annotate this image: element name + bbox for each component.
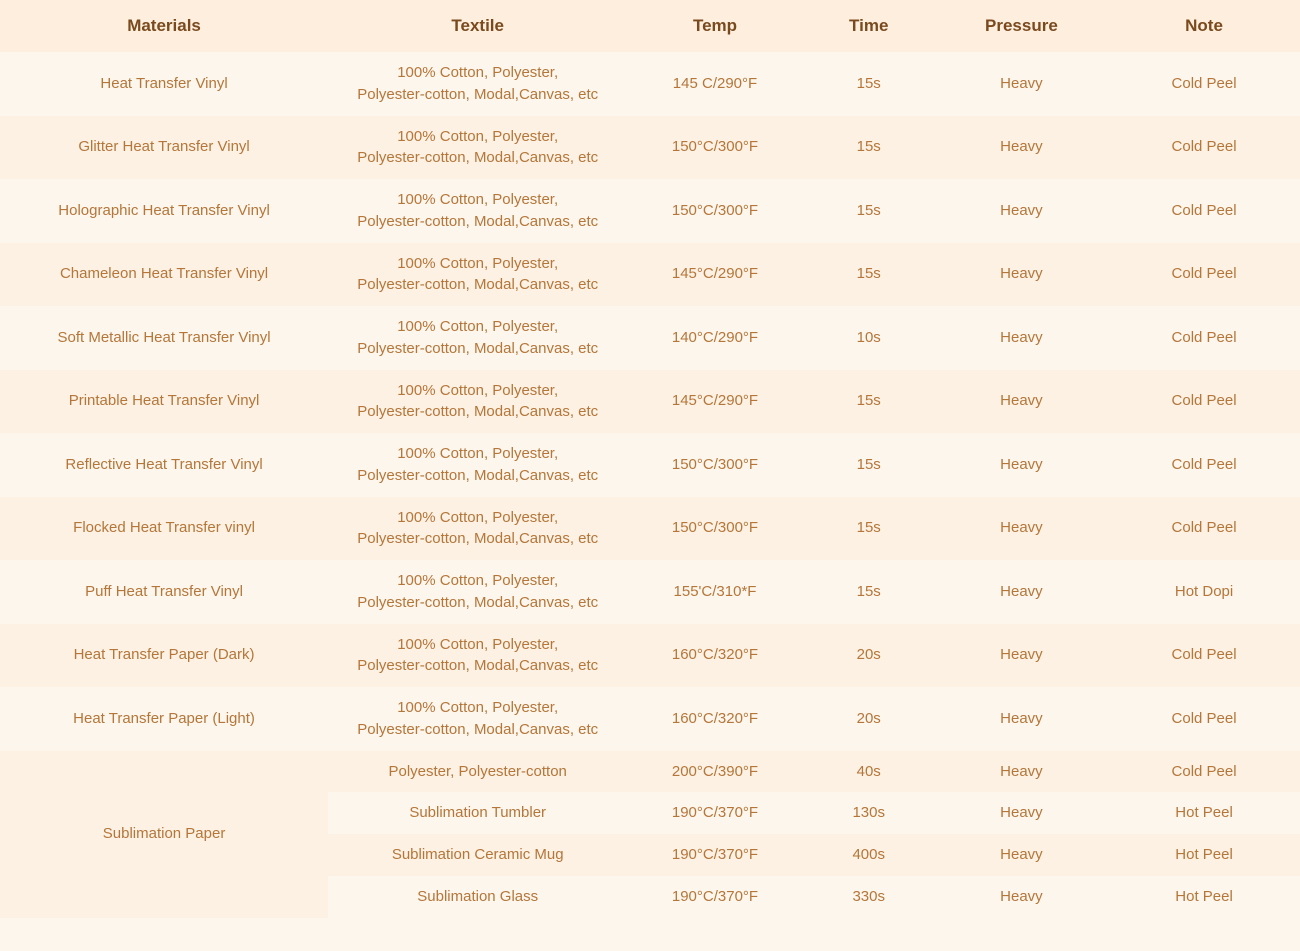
cell-time: 15s bbox=[803, 116, 935, 180]
cell-temp: 155'C/310*F bbox=[627, 560, 802, 624]
textile-line-2: Polyester-cotton, Modal,Canvas, etc bbox=[357, 339, 599, 357]
textile-line-1: 100% Cotton, Polyester, bbox=[397, 381, 559, 399]
column-header-pressure: Pressure bbox=[935, 0, 1108, 52]
cell-materials: Puff Heat Transfer Vinyl bbox=[0, 560, 328, 624]
cell-note: Cold Peel bbox=[1108, 179, 1300, 243]
cell-textile bbox=[328, 306, 627, 370]
cell-textile: Sublimation Glass bbox=[328, 876, 627, 918]
textile-line-2: Polyester-cotton, Modal,Canvas, etc bbox=[357, 466, 599, 484]
cell-textile bbox=[328, 433, 627, 497]
column-header-time: Time bbox=[803, 0, 935, 52]
textile-line-1: 100% Cotton, Polyester, bbox=[397, 508, 559, 526]
textile-line-1: 100% Cotton, Polyester, bbox=[397, 318, 559, 335]
cell-pressure: Heavy bbox=[935, 433, 1108, 497]
column-header-materials: Materials bbox=[0, 0, 328, 52]
cell-time: 15s bbox=[803, 560, 935, 624]
cell-materials: Chameleon Heat Transfer Vinyl bbox=[0, 243, 328, 307]
cell-textile bbox=[328, 243, 627, 307]
textile-line-2: Polyester-cotton, Modal,Canvas, etc bbox=[357, 657, 599, 675]
cell-textile: Sublimation Ceramic Mug bbox=[328, 834, 627, 876]
cell-temp: 140°C/290°F bbox=[627, 306, 802, 370]
cell-materials: Reflective Heat Transfer Vinyl bbox=[0, 433, 328, 497]
cell-note: Cold Peel bbox=[1108, 687, 1300, 751]
cell-temp: 190°C/370°F bbox=[627, 834, 802, 876]
textile-line-2: Polyester-cotton, Modal,Canvas, etc bbox=[357, 212, 599, 230]
cell-temp: 150°C/300°F bbox=[627, 497, 802, 561]
cell-textile bbox=[328, 687, 627, 751]
table-row bbox=[0, 370, 1300, 434]
cell-time: 15s bbox=[803, 243, 935, 307]
textile-line-2: Polyester-cotton, Modal,Canvas, etc bbox=[357, 720, 599, 738]
cell-time: 330s bbox=[803, 876, 935, 918]
cell-temp: 145°C/290°F bbox=[627, 370, 802, 434]
cell-temp: 150°C/300°F bbox=[627, 433, 802, 497]
cell-materials: Flocked Heat Transfer vinyl bbox=[0, 497, 328, 561]
cell-pressure: Heavy bbox=[935, 243, 1108, 307]
cell-temp: 150°C/300°F bbox=[627, 116, 802, 180]
column-header-temp: Temp bbox=[627, 0, 802, 52]
cell-note: Cold Peel bbox=[1108, 116, 1300, 180]
table-header bbox=[0, 0, 1300, 52]
cell-materials: Printable Heat Transfer Vinyl bbox=[0, 370, 328, 434]
textile-line-1: 100% Cotton, Polyester, bbox=[397, 127, 559, 145]
cell-materials: Heat Transfer Paper (Dark) bbox=[0, 624, 328, 688]
cell-temp: 200°C/390°F bbox=[627, 751, 802, 793]
cell-note: Cold Peel bbox=[1108, 243, 1300, 307]
table-row bbox=[0, 687, 1300, 751]
cell-note: Cold Peel bbox=[1108, 306, 1300, 370]
cell-materials: Heat Transfer Vinyl bbox=[0, 52, 328, 116]
cell-textile: Polyester, Polyester-cotton bbox=[328, 751, 627, 793]
cell-materials: Soft Metallic Heat Transfer Vinyl bbox=[0, 306, 328, 370]
cell-note: Cold Peel bbox=[1108, 433, 1300, 497]
cell-temp: 160°C/320°F bbox=[627, 624, 802, 688]
cell-time: 15s bbox=[803, 433, 935, 497]
textile-line-1: 100% Cotton, Polyester, bbox=[397, 64, 559, 81]
cell-pressure: Heavy bbox=[935, 179, 1108, 243]
cell-pressure: Heavy bbox=[935, 116, 1108, 180]
cell-materials: Heat Transfer Paper (Light) bbox=[0, 687, 328, 751]
table-row bbox=[0, 560, 1300, 624]
cell-pressure: Heavy bbox=[935, 751, 1108, 793]
cell-temp: 145°C/290°F bbox=[627, 243, 802, 307]
textile-line-2: Polyester-cotton, Modal,Canvas, etc bbox=[357, 149, 599, 167]
cell-textile bbox=[328, 560, 627, 624]
cell-time: 40s bbox=[803, 751, 935, 793]
cell-time: 20s bbox=[803, 624, 935, 688]
cell-textile bbox=[328, 179, 627, 243]
table-row bbox=[0, 52, 1300, 116]
cell-note: Hot Dopi bbox=[1108, 560, 1300, 624]
cell-note: Cold Peel bbox=[1108, 751, 1300, 793]
cell-materials: Glitter Heat Transfer Vinyl bbox=[0, 116, 328, 180]
textile-line-1: 100% Cotton, Polyester, bbox=[397, 191, 559, 208]
cell-textile bbox=[328, 116, 627, 180]
cell-time: 15s bbox=[803, 52, 935, 116]
table-row bbox=[0, 306, 1300, 370]
cell-pressure: Heavy bbox=[935, 497, 1108, 561]
cell-textile bbox=[328, 624, 627, 688]
textile-line-1: 100% Cotton, Polyester, bbox=[397, 635, 559, 653]
cell-pressure: Heavy bbox=[935, 52, 1108, 116]
cell-textile bbox=[328, 497, 627, 561]
column-header-textile: Textile bbox=[328, 0, 627, 52]
cell-time: 10s bbox=[803, 306, 935, 370]
textile-line-2: Polyester-cotton, Modal,Canvas, etc bbox=[357, 276, 599, 294]
cell-pressure: Heavy bbox=[935, 560, 1108, 624]
cell-temp: 190°C/370°F bbox=[627, 876, 802, 918]
cell-temp: 145 C/290°F bbox=[627, 52, 802, 116]
table-row bbox=[0, 497, 1300, 561]
cell-note: Hot Peel bbox=[1108, 876, 1300, 918]
textile-line-2: Polyester-cotton, Modal,Canvas, etc bbox=[357, 85, 599, 103]
table-header-row bbox=[0, 0, 1300, 52]
column-header-note: Note bbox=[1108, 0, 1300, 52]
cell-note: Cold Peel bbox=[1108, 370, 1300, 434]
cell-pressure: Heavy bbox=[935, 876, 1108, 918]
cell-time: 15s bbox=[803, 179, 935, 243]
cell-pressure: Heavy bbox=[935, 834, 1108, 876]
textile-line-1: 100% Cotton, Polyester, bbox=[397, 699, 559, 716]
cell-note: Cold Peel bbox=[1108, 624, 1300, 688]
table-row bbox=[0, 116, 1300, 180]
textile-line-1: 100% Cotton, Polyester, bbox=[397, 445, 559, 462]
cell-pressure: Heavy bbox=[935, 792, 1108, 834]
cell-time: 130s bbox=[803, 792, 935, 834]
cell-pressure: Heavy bbox=[935, 687, 1108, 751]
cell-textile bbox=[328, 52, 627, 116]
textile-line-1: 100% Cotton, Polyester, bbox=[397, 254, 559, 272]
textile-line-2: Polyester-cotton, Modal,Canvas, etc bbox=[357, 593, 599, 611]
cell-textile: Sublimation Tumbler bbox=[328, 792, 627, 834]
cell-temp: 160°C/320°F bbox=[627, 687, 802, 751]
cell-time: 15s bbox=[803, 370, 935, 434]
cell-time: 15s bbox=[803, 497, 935, 561]
cell-materials-sublimation: Sublimation Paper bbox=[0, 751, 328, 918]
cell-pressure: Heavy bbox=[935, 624, 1108, 688]
cell-note: Cold Peel bbox=[1108, 497, 1300, 561]
table-row bbox=[0, 243, 1300, 307]
textile-line-2: Polyester-cotton, Modal,Canvas, etc bbox=[357, 530, 599, 548]
cell-textile bbox=[328, 370, 627, 434]
cell-temp: 150°C/300°F bbox=[627, 179, 802, 243]
textile-line-2: Polyester-cotton, Modal,Canvas, etc bbox=[357, 403, 599, 421]
cell-pressure: Heavy bbox=[935, 370, 1108, 434]
table-row bbox=[0, 624, 1300, 688]
cell-note: Hot Peel bbox=[1108, 834, 1300, 876]
cell-temp: 190°C/370°F bbox=[627, 792, 802, 834]
table-row bbox=[0, 433, 1300, 497]
table-body bbox=[0, 52, 1300, 918]
textile-line-1: 100% Cotton, Polyester, bbox=[397, 572, 559, 589]
cell-pressure: Heavy bbox=[935, 306, 1108, 370]
cell-materials: Holographic Heat Transfer Vinyl bbox=[0, 179, 328, 243]
cell-time: 20s bbox=[803, 687, 935, 751]
cell-note: Hot Peel bbox=[1108, 792, 1300, 834]
cell-time: 400s bbox=[803, 834, 935, 876]
table-row bbox=[0, 179, 1300, 243]
table-row bbox=[0, 751, 1300, 793]
cell-note: Cold Peel bbox=[1108, 52, 1300, 116]
